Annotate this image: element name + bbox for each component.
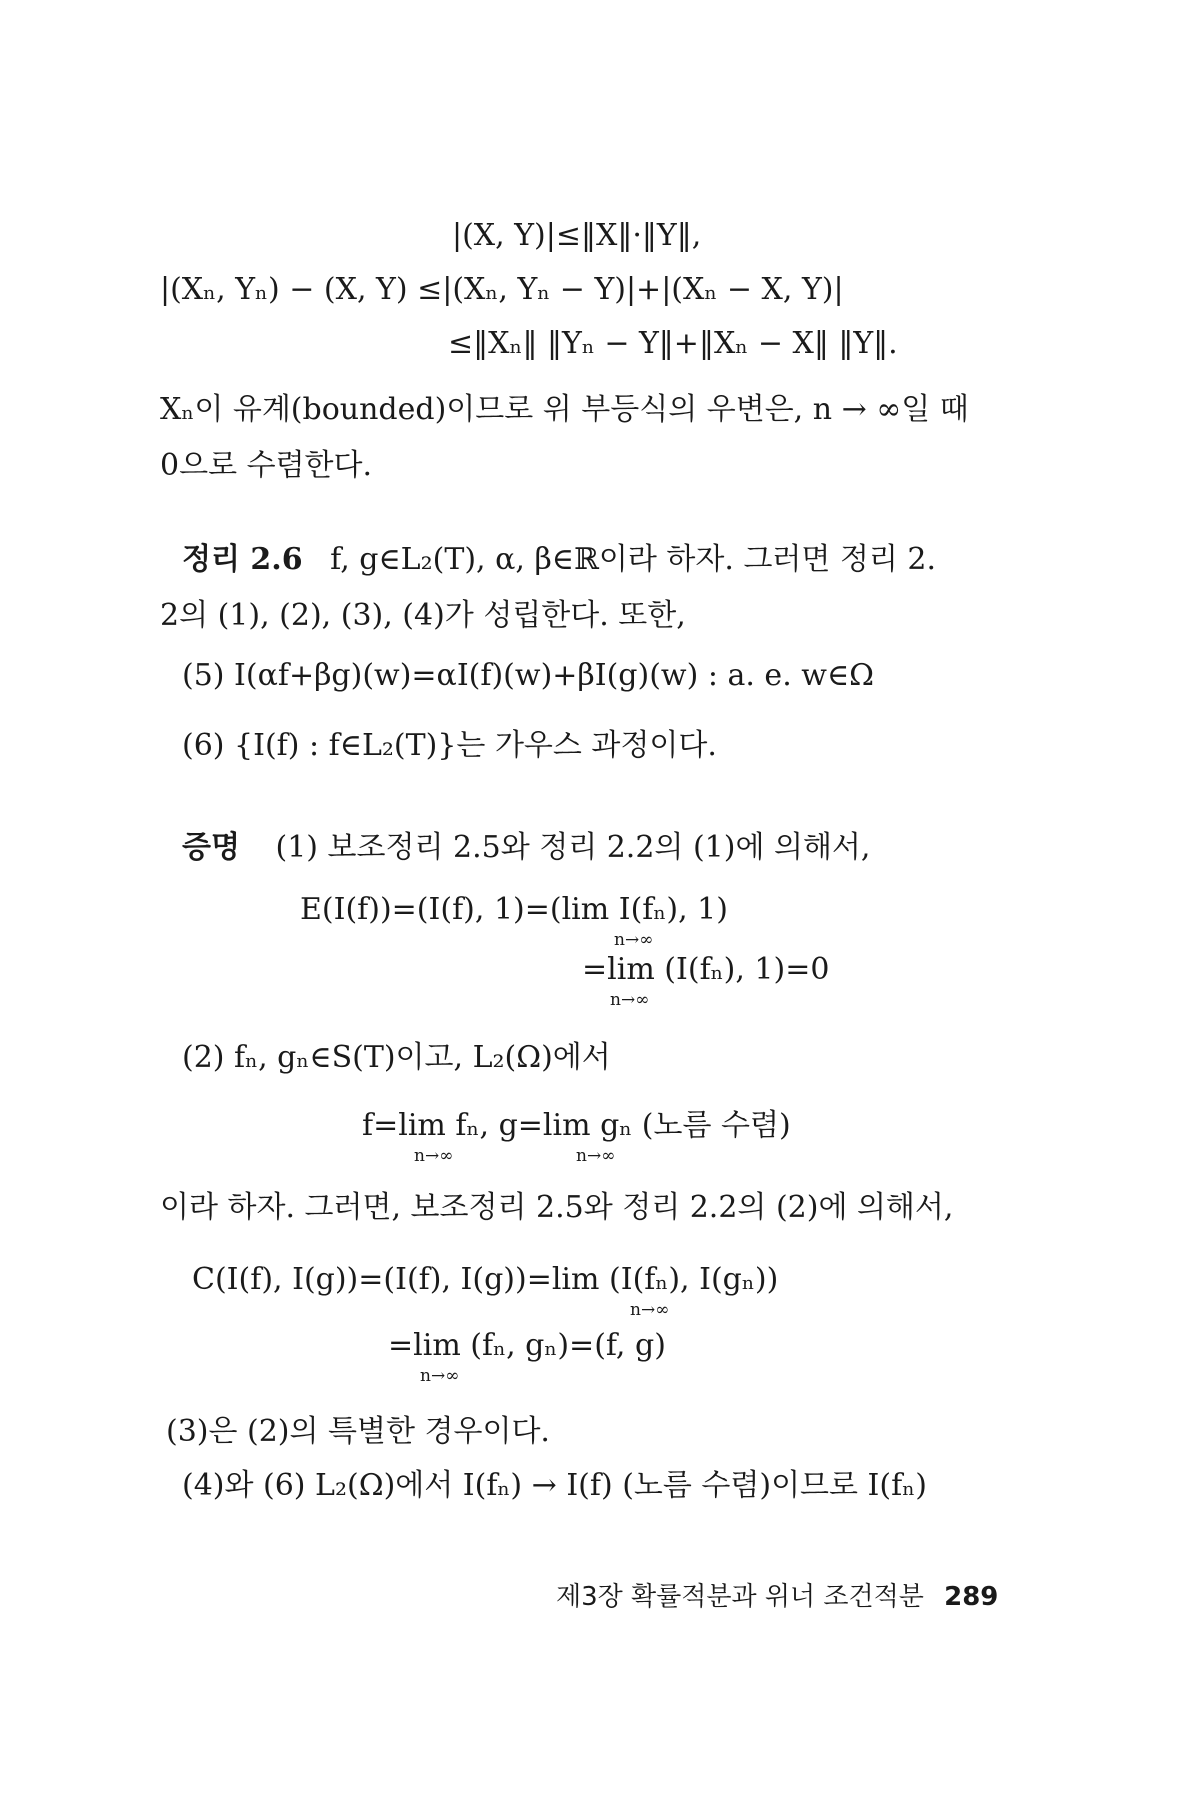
theorem-text: f, g∈L₂(T), α, β∈ℝ이라 하자. 그러면 정리 2. <box>330 542 937 577</box>
proof-equation: f=lim fₙ, g=lim gₙ (노름 수렴) <box>362 1108 791 1143</box>
proof-line: (2) fₙ, gₙ∈S(T)이고, L₂(Ω)에서 <box>182 1040 611 1075</box>
proof-equation: =lim (fₙ, gₙ)=(f, g) <box>388 1328 666 1363</box>
paragraph-line: 0으로 수렴한다. <box>160 448 373 483</box>
limit-subscript: n→∞ <box>576 1146 616 1166</box>
paragraph-line: Xₙ이 유계(bounded)이므로 위 부등식의 우변은, n → ∞일 때 <box>160 392 969 427</box>
theorem-item-6: (6) {I(f) : f∈L₂(T)}는 가우스 과정이다. <box>182 728 717 763</box>
limit-subscript: n→∞ <box>420 1366 460 1386</box>
proof-text: (1) 보조정리 2.5와 정리 2.2의 (1)에 의해서, <box>275 830 871 865</box>
proof-equation: =lim (I(fₙ), 1)=0 <box>582 952 830 987</box>
limit-subscript: n→∞ <box>614 930 654 950</box>
proof-equation: C(I(f), I(g))=(I(f), I(g))=lim (I(fₙ), I(gₙ)) <box>192 1262 779 1297</box>
equation-line: |(X, Y)|≤‖X‖·‖Y‖, <box>452 218 702 253</box>
proof-line: (4)와 (6) L₂(Ω)에서 I(fₙ) → I(f) (노름 수렴)이므로 I(fₙ) <box>182 1468 927 1503</box>
chapter-title: 제3장 확률적분과 위너 조건적분 <box>556 1582 924 1612</box>
limit-subscript: n→∞ <box>630 1300 670 1320</box>
proof-line: 이라 하자. 그러면, 보조정리 2.5와 정리 2.2의 (2)에 의해서, <box>160 1190 954 1225</box>
equation-line: ≤‖Xₙ‖ ‖Yₙ − Y‖+‖Xₙ − X‖ ‖Y‖. <box>448 326 898 361</box>
theorem-number: 정리 2.6 <box>182 542 303 577</box>
page-number: 289 <box>944 1582 999 1612</box>
theorem-item-5: (5) I(αf+βg)(w)=αI(f)(w)+βI(g)(w) : a. e. w∈Ω <box>182 658 875 693</box>
proof-line: (3)은 (2)의 특별한 경우이다. <box>166 1414 550 1449</box>
equation-line: |(Xₙ, Yₙ) − (X, Y) ≤|(Xₙ, Yₙ − Y)|+|(Xₙ − X, Y)| <box>160 272 844 307</box>
limit-subscript: n→∞ <box>414 1146 454 1166</box>
proof-line <box>182 830 870 866</box>
theorem-label <box>182 542 936 578</box>
page-footer <box>556 1582 998 1613</box>
proof-equation: E(I(f))=(I(f), 1)=(lim I(fₙ), 1) <box>300 892 728 927</box>
limit-subscript: n→∞ <box>610 990 650 1010</box>
theorem-text: 2의 (1), (2), (3), (4)가 성립한다. 또한, <box>160 598 686 633</box>
proof-label: 증명 <box>182 830 240 865</box>
